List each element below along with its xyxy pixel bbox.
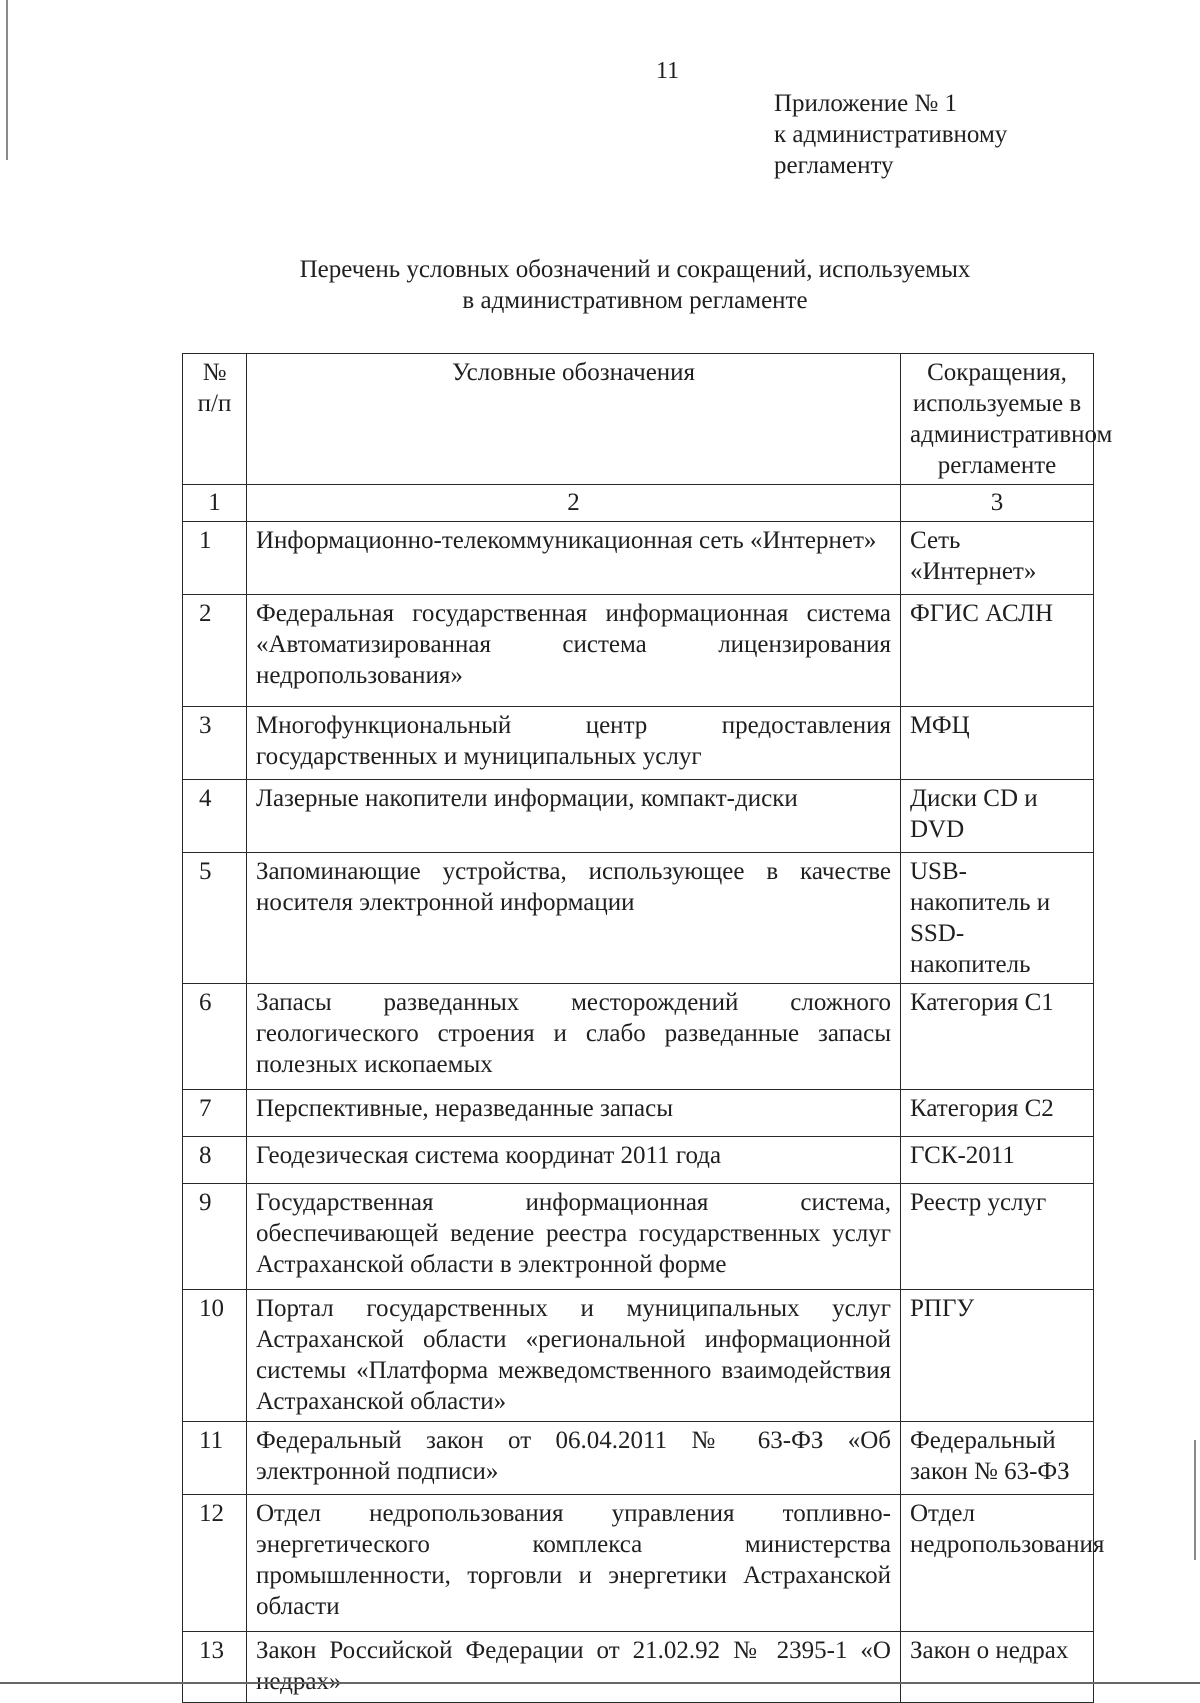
appendix-line: к административному bbox=[774, 121, 1008, 148]
column-index: 1 bbox=[183, 485, 247, 522]
table-row bbox=[183, 1137, 1094, 1184]
row-abbreviation: USB-накопитель и SSD-накопитель bbox=[901, 853, 1094, 984]
row-designation: Запоминающие устройства, использующее в качестве носителя электронной информации bbox=[247, 853, 901, 984]
table-row bbox=[183, 984, 1094, 1090]
row-designation: Лазерные накопители информации, компакт-диски bbox=[247, 780, 901, 853]
row-abbreviation: Отдел недропользования bbox=[901, 1495, 1094, 1632]
table-header-row bbox=[183, 354, 1094, 485]
row-designation: Портал государственных и муниципальных услуг Астраханской области «региональной информационной системы «Платформа межведомственного взаимодействия Астраханской области» bbox=[247, 1290, 901, 1422]
row-abbreviation: Реестр услуг bbox=[901, 1184, 1094, 1290]
row-designation: Перспективные, неразведанные запасы bbox=[247, 1090, 901, 1137]
appendix-note bbox=[774, 88, 1007, 181]
appendix-line: регламенту bbox=[774, 152, 894, 179]
row-designation: Геодезическая система координат 2011 года bbox=[247, 1137, 901, 1184]
row-number: 7 bbox=[183, 1090, 247, 1137]
row-number: 11 bbox=[183, 1422, 247, 1495]
row-designation: Федеральная государственная информационная система «Автоматизированная система лицензирования недропользования» bbox=[247, 595, 901, 707]
row-number: 3 bbox=[183, 707, 247, 780]
row-number: 12 bbox=[183, 1495, 247, 1632]
row-designation: Государственная информационная система, обеспечивающей ведение реестра государственных услуг Астраханской области в электронной форме bbox=[247, 1184, 901, 1290]
column-index: 2 bbox=[247, 485, 901, 522]
column-index: 3 bbox=[901, 485, 1094, 522]
table-row bbox=[183, 853, 1094, 984]
table-row bbox=[183, 1422, 1094, 1495]
page-number: 11 bbox=[656, 58, 680, 84]
row-number: 5 bbox=[183, 853, 247, 984]
table-row bbox=[183, 1495, 1094, 1632]
table-row bbox=[183, 595, 1094, 707]
row-number: 9 bbox=[183, 1184, 247, 1290]
row-number: 10 bbox=[183, 1290, 247, 1422]
scan-edge-mark bbox=[1194, 1440, 1196, 1560]
abbreviations-table bbox=[182, 353, 1113, 1703]
scan-bottom-edge bbox=[0, 1682, 1200, 1684]
row-number: 4 bbox=[183, 780, 247, 853]
row-abbreviation: ФГИС АСЛН bbox=[901, 595, 1094, 707]
row-number: 1 bbox=[183, 522, 247, 595]
table-row bbox=[183, 1090, 1094, 1137]
row-number: 6 bbox=[183, 984, 247, 1090]
row-abbreviation: МФЦ bbox=[901, 707, 1094, 780]
row-abbreviation: ГСК-2011 bbox=[901, 1137, 1094, 1184]
row-abbreviation: Категория С2 bbox=[901, 1090, 1094, 1137]
row-number: 2 bbox=[183, 595, 247, 707]
document-title bbox=[200, 254, 1070, 316]
row-abbreviation: Сеть «Интернет» bbox=[901, 522, 1094, 595]
row-designation: Многофункциональный центр предоставления государственных и муниципальных услуг bbox=[247, 707, 901, 780]
table-row bbox=[183, 1184, 1094, 1290]
header-abbreviation: Сокращения, используемые в административном регламенте bbox=[901, 354, 1094, 485]
row-designation: Информационно-телекоммуникационная сеть «Интернет» bbox=[247, 522, 901, 595]
row-designation: Закон Российской Федерации от 21.02.92 № 2395-1 «О недрах» bbox=[247, 1632, 901, 1703]
row-designation: Запасы разведанных месторождений сложного геологического строения и слабо разведанные запасы полезных ископаемых bbox=[247, 984, 901, 1090]
table-row bbox=[183, 707, 1094, 780]
row-number: 8 bbox=[183, 1137, 247, 1184]
table-row bbox=[183, 1632, 1094, 1703]
row-abbreviation: Закон о недрах bbox=[901, 1632, 1094, 1703]
appendix-line: Приложение № 1 bbox=[774, 90, 958, 117]
column-index-row bbox=[183, 485, 1094, 522]
header-number: № п/п bbox=[183, 354, 247, 485]
title-line: Перечень условных обозначений и сокращений, используемых bbox=[299, 256, 971, 283]
row-number: 13 bbox=[183, 1632, 247, 1703]
row-abbreviation: Федеральный закон № 63-ФЗ bbox=[901, 1422, 1094, 1495]
row-designation: Отдел недропользования управления топливно-энергетического комплекса министерства промышленности, торговли и энергетики Астраханской области bbox=[247, 1495, 901, 1632]
table-row bbox=[183, 780, 1094, 853]
row-abbreviation: Категория С1 bbox=[901, 984, 1094, 1090]
table-row bbox=[183, 1290, 1094, 1422]
header-designation: Условные обозначения bbox=[247, 354, 901, 485]
table-body bbox=[183, 522, 1105, 1703]
row-designation: Федеральный закон от 06.04.2011 № 63-ФЗ «Об электронной подписи» bbox=[247, 1422, 901, 1495]
row-abbreviation: Диски CD и DVD bbox=[901, 780, 1094, 853]
title-line: в административном регламенте bbox=[462, 287, 808, 314]
table-row bbox=[183, 522, 1094, 595]
scan-edge-mark bbox=[6, 0, 8, 160]
row-abbreviation: РПГУ bbox=[901, 1290, 1094, 1422]
